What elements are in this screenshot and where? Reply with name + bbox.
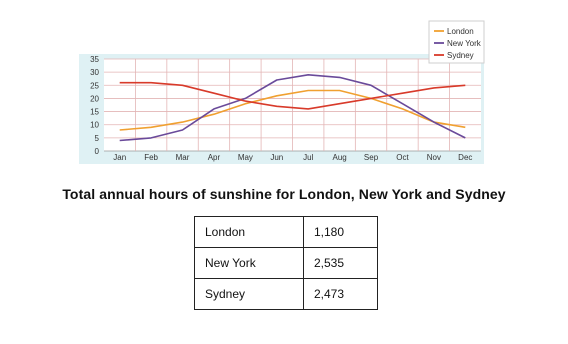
legend-label: London <box>447 27 474 36</box>
legend-label: New York <box>447 39 481 48</box>
x-tick-label: Aug <box>332 153 347 162</box>
x-tick-label: Oct <box>396 153 409 162</box>
page-title: Total annual hours of sunshine for London, New York and Sydney <box>62 186 506 202</box>
y-tick-label: 15 <box>90 107 99 117</box>
x-tick-label: Nov <box>426 153 441 162</box>
chart-legend <box>429 21 484 63</box>
city-cell: London <box>195 217 304 248</box>
y-tick-label: 25 <box>90 81 99 91</box>
city-cell: New York <box>195 248 304 279</box>
sunshine-totals-table <box>194 216 378 310</box>
hours-cell: 2,535 <box>304 248 378 279</box>
y-tick-label: 5 <box>94 133 99 143</box>
hours-cell: 1,180 <box>304 217 378 248</box>
x-tick-label: Mar <box>175 153 190 162</box>
x-tick-label: Dec <box>458 153 473 162</box>
x-tick-label: Sep <box>363 153 379 162</box>
table-row <box>195 279 378 310</box>
y-tick-label: 20 <box>90 94 99 104</box>
y-tick-label: 35 <box>90 55 99 64</box>
y-tick-label: 0 <box>94 147 99 156</box>
hours-cell: 2,473 <box>304 279 378 310</box>
table-row <box>195 248 378 279</box>
x-tick-label: Jun <box>270 153 284 162</box>
legend-label: Sydney <box>447 51 474 60</box>
y-tick-label: 30 <box>90 68 99 78</box>
x-tick-label: May <box>237 153 253 162</box>
x-tick-label: Feb <box>144 153 159 162</box>
table-row <box>195 217 378 248</box>
x-tick-label: Jan <box>113 153 127 162</box>
y-tick-label: 10 <box>90 120 99 130</box>
city-cell: Sydney <box>195 279 304 310</box>
x-tick-label: Jul <box>303 153 314 162</box>
x-tick-label: Apr <box>207 153 221 162</box>
